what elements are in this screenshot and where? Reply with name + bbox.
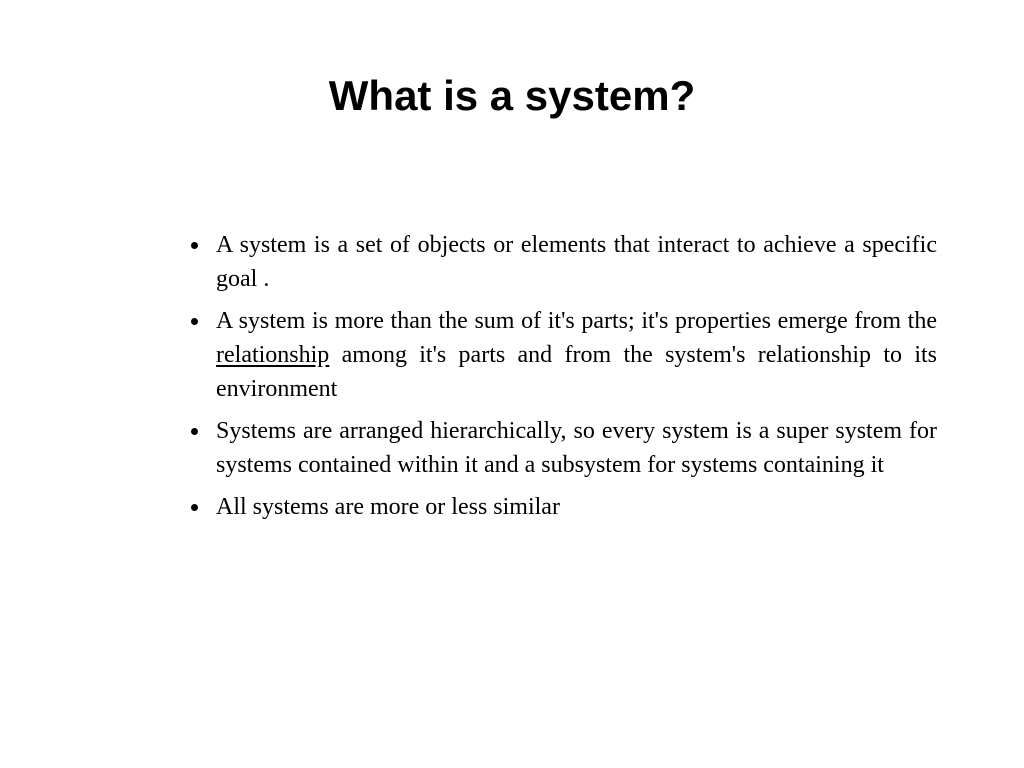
bullet-text-after: among it's parts and from the system's relationship to its environment (216, 342, 937, 402)
bullet-dot-icon (191, 504, 198, 511)
bullet-dot-icon (191, 242, 198, 249)
bullet-text: All systems are more or less similar (216, 494, 560, 520)
bullet-item-similarity (189, 490, 937, 524)
bullet-dot-icon (191, 428, 198, 435)
bullet-item-hierarchy (189, 414, 937, 482)
bullet-item-system-definition (189, 228, 937, 296)
bullet-item-emergent-properties (189, 304, 937, 406)
bullet-text: A system is a set of objects or elements that interact to achieve a specific goal . (216, 232, 937, 292)
relationship-link-text: relationship (216, 342, 330, 368)
bullet-dot-icon (191, 318, 198, 325)
bullet-text: Systems are arranged hierarchically, so every system is a super system for systems contained within it and a subsystem for systems containing it (216, 418, 937, 478)
bullet-text-before: A system is more than the sum of it's parts; it's properties emerge from the (216, 308, 937, 334)
bullet-list (189, 228, 937, 532)
slide-title: What is a system? (328, 72, 696, 119)
